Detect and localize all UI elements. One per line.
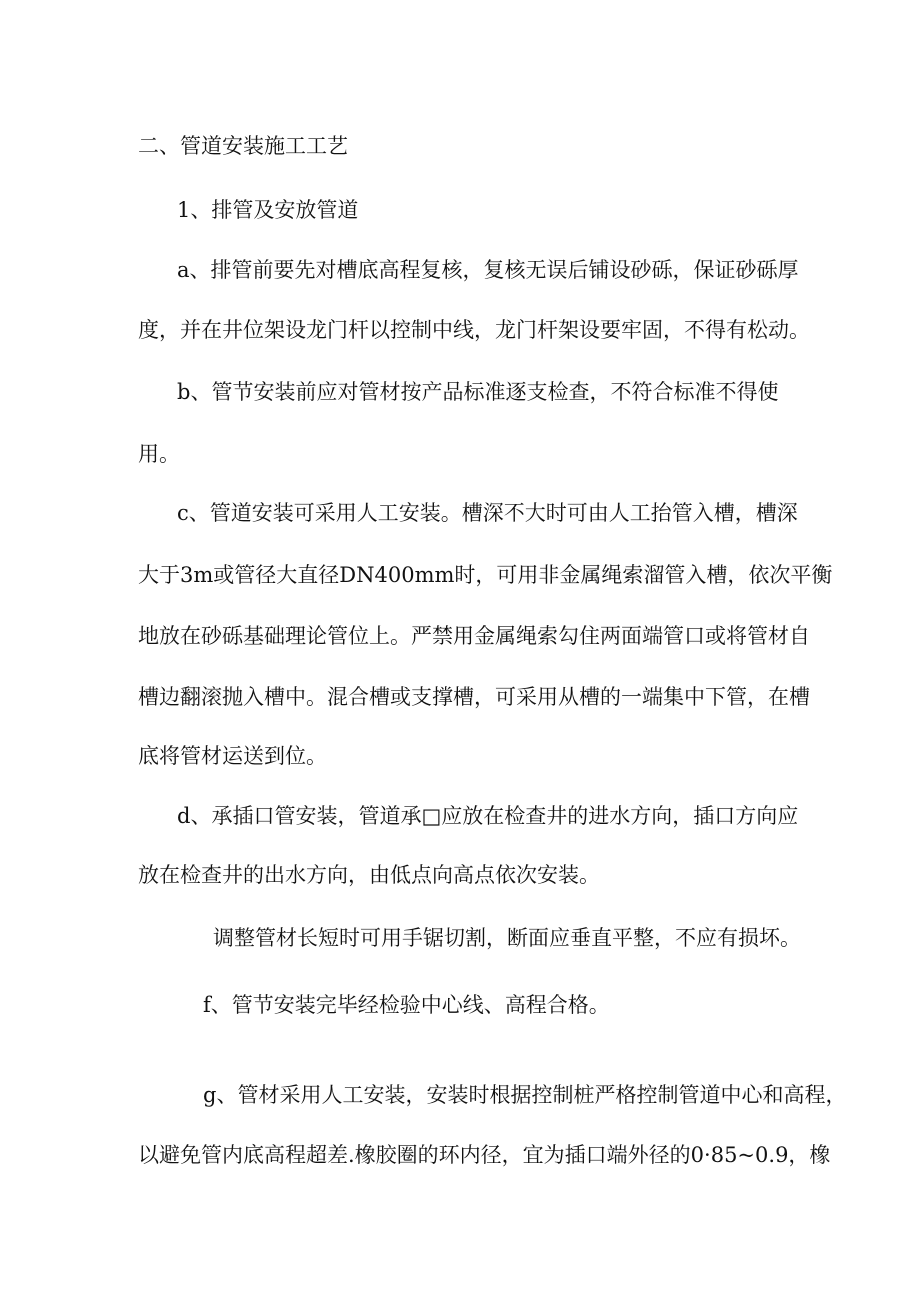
paragraph-a-line-1: a、排管前要先对槽底高程复核，复核无误后铺设砂砾，保证砂砾厚 — [177, 258, 799, 282]
subsection-title: 1、排管及安放管道 — [177, 198, 359, 222]
paragraph-e: 调整管材长短时可用手锯切割，断面应垂直平整，不应有损坏。 — [213, 926, 801, 950]
paragraph-g-line-1: g、管材采用人工安装，安装时根据控制桩严格控制管道中心和高程， — [203, 1083, 847, 1107]
paragraph-c-line-1: c、管道安装可采用人工安装。槽深不大时可由人工抬管入槽，槽深 — [177, 501, 798, 525]
paragraph-b-line-1: b、管节安装前应对管材按产品标准逐支检查，不符合标准不得使 — [177, 380, 779, 404]
paragraph-c-line-3: 地放在砂砾基础理论管位上。严禁用金属绳索勾住两面端管口或将管材自 — [138, 624, 810, 648]
section-heading: 二、管道安装施工工艺 — [138, 134, 348, 158]
paragraph-g-line-2: 以避免管内底高程超差.橡胶圈的环内径，宜为插口端外径的0·85~0.9，橡 — [138, 1143, 831, 1167]
paragraph-c-line-2: 大于3m或管径大直径DN400mm时，可用非金属绳索溜管入槽，依次平衡 — [138, 563, 833, 587]
paragraph-b-line-2: 用。 — [138, 442, 180, 466]
paragraph-d-line-2: 放在检查井的出水方向，由低点向高点依次安装。 — [138, 863, 600, 887]
paragraph-d-line-1: d、承插口管安装，管道承□应放在检查井的进水方向，插口方向应 — [177, 804, 799, 828]
paragraph-c-line-5: 底将管材运送到位。 — [138, 744, 327, 768]
paragraph-c-line-4: 槽边翻滚抛入槽中。混合槽或支撑槽，可采用从槽的一端集中下管，在槽 — [138, 685, 810, 709]
paragraph-a-line-2: 度，并在井位架设龙门杆以控制中线，龙门杆架设要牢固，不得有松动。 — [138, 318, 810, 342]
paragraph-f: f、管节安装完毕经检验中心线、高程合格。 — [203, 993, 610, 1017]
